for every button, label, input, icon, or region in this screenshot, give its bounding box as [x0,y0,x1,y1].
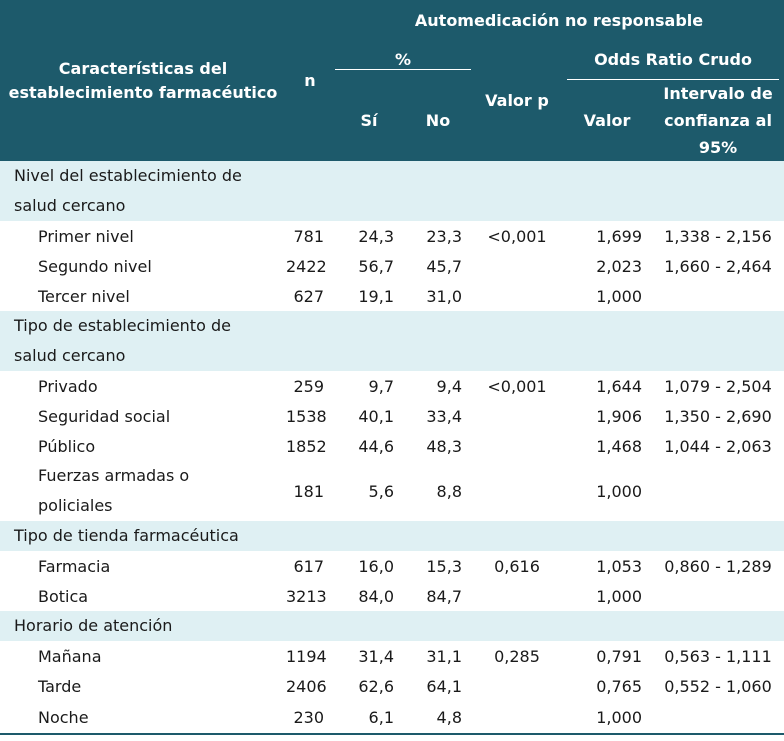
header-si: Sí [334,80,404,161]
cell-no: 45,7 [426,256,462,276]
table-row [0,701,784,733]
cell-intervalo [652,461,784,521]
group-row [0,311,784,371]
cell-no: 84,7 [426,586,462,606]
header-percent-label: % [335,50,471,70]
cell-n: 627 [293,286,324,306]
header-automedicacion: Automedicación no responsable [334,0,784,40]
cell-si: 40,1 [358,406,394,426]
cell-si: 31,4 [358,646,394,666]
bottom-rule [0,733,784,735]
table-row [0,551,784,581]
cell-intervalo: 1,044 - 2,063 [664,436,772,456]
row-label: Seguridad social [38,406,171,426]
cell-no: 64,1 [426,676,462,696]
row-label: Primer nivel [38,226,134,246]
cell-n: 2422 [286,256,327,276]
cell-valor: 1,906 [596,406,642,426]
row-label: Mañana [38,646,102,666]
cell-no: 8,8 [436,481,462,501]
cell-valor-p [472,461,562,521]
header-characteristics: Características del establecimiento farmacéutico [0,0,286,161]
cell-n: 1194 [286,646,327,666]
cell-valor: 1,000 [596,707,642,727]
cell-valor-p [472,671,562,701]
cell-n: 1852 [286,436,327,456]
cell-no: 31,0 [426,286,462,306]
cell-intervalo: 1,660 - 2,464 [664,256,772,276]
cell-n: 230 [293,707,324,727]
cell-no: 9,4 [436,376,462,396]
table-row [0,641,784,671]
row-label: Privado [38,376,98,396]
cell-si: 5,6 [368,481,394,501]
row-label: Tercer nivel [38,286,130,306]
group-row [0,611,784,641]
row-label: Segundo nivel [38,256,152,276]
cell-no: 23,3 [426,226,462,246]
cell-si: 84,0 [358,586,394,606]
cell-valor: 1,000 [596,286,642,306]
cell-no: 48,3 [426,436,462,456]
cell-n: 617 [293,556,324,576]
cell-n: 181 [293,481,324,501]
cell-valor: 1,000 [596,586,642,606]
cell-intervalo [652,581,784,611]
cell-intervalo: 0,563 - 1,111 [664,646,772,666]
cell-valor-p: 0,616 [494,556,540,576]
table-row [0,581,784,611]
cell-intervalo: 1,079 - 2,504 [664,376,772,396]
header-valor-p: Valor p [472,40,562,161]
cell-si: 24,3 [358,226,394,246]
group-title: Tipo de establecimiento de salud cercano [0,311,784,371]
header-no: No [404,80,472,161]
row-label: Botica [38,586,89,606]
cell-valor: 1,053 [596,556,642,576]
cell-valor-p [472,251,562,281]
header-odds-ratio [562,40,784,80]
table-row [0,221,784,251]
cell-valor-p [472,581,562,611]
cell-si: 16,0 [358,556,394,576]
cell-intervalo: 0,552 - 1,060 [664,676,772,696]
cell-valor: 0,765 [596,676,642,696]
table-row [0,671,784,701]
group-title: Horario de atención [0,611,784,641]
cell-n: 2406 [286,676,327,696]
cell-n: 781 [293,226,324,246]
cell-no: 4,8 [436,707,462,727]
cell-valor: 1,468 [596,436,642,456]
header-valor: Valor [562,80,652,161]
group-title: Nivel del establecimiento de salud cercano [0,161,784,221]
cell-valor: 1,699 [596,226,642,246]
cell-si: 62,6 [358,676,394,696]
cell-intervalo [652,701,784,733]
group-title: Tipo de tienda farmacéutica [0,521,784,551]
cell-valor-p [472,431,562,461]
row-label: Farmacia [38,556,111,576]
row-label: Fuerzas armadas o policiales [38,466,190,515]
cell-valor-p: <0,001 [487,376,547,396]
table-row [0,281,784,311]
cell-intervalo: 1,350 - 2,690 [664,406,772,426]
header-percent [334,40,472,80]
header-odds-ratio-label: Odds Ratio Crudo [567,41,779,80]
cell-valor-p [472,401,562,431]
cell-n: 3213 [286,586,327,606]
cell-no: 31,1 [426,646,462,666]
cell-valor: 0,791 [596,646,642,666]
cell-intervalo: 0,860 - 1,289 [664,556,772,576]
header-n: n [286,0,334,161]
cell-valor-p: <0,001 [487,226,547,246]
cell-no: 15,3 [426,556,462,576]
cell-intervalo [652,281,784,311]
cell-valor: 1,644 [596,376,642,396]
group-row [0,521,784,551]
table-row [0,431,784,461]
cell-n: 1538 [286,406,327,426]
cell-valor-p [472,701,562,733]
table-body [0,161,784,733]
table-row [0,461,784,521]
row-label: Público [38,436,96,456]
row-label: Tarde [38,676,82,696]
cell-si: 9,7 [368,376,394,396]
table-row [0,251,784,281]
table-header [0,0,784,161]
cell-si: 44,6 [358,436,394,456]
cell-intervalo: 1,338 - 2,156 [664,226,772,246]
header-intervalo: Intervalo de confianza al 95% [652,80,784,161]
cell-valor: 1,000 [596,481,642,501]
group-row [0,161,784,221]
cell-valor: 2,023 [596,256,642,276]
table-row [0,371,784,401]
cell-no: 33,4 [426,406,462,426]
cell-valor-p [472,281,562,311]
cell-si: 6,1 [368,707,394,727]
table-row [0,401,784,431]
cell-n: 259 [293,376,324,396]
cell-si: 56,7 [358,256,394,276]
cell-valor-p: 0,285 [494,646,540,666]
row-label: Noche [38,707,89,727]
cell-si: 19,1 [358,286,394,306]
